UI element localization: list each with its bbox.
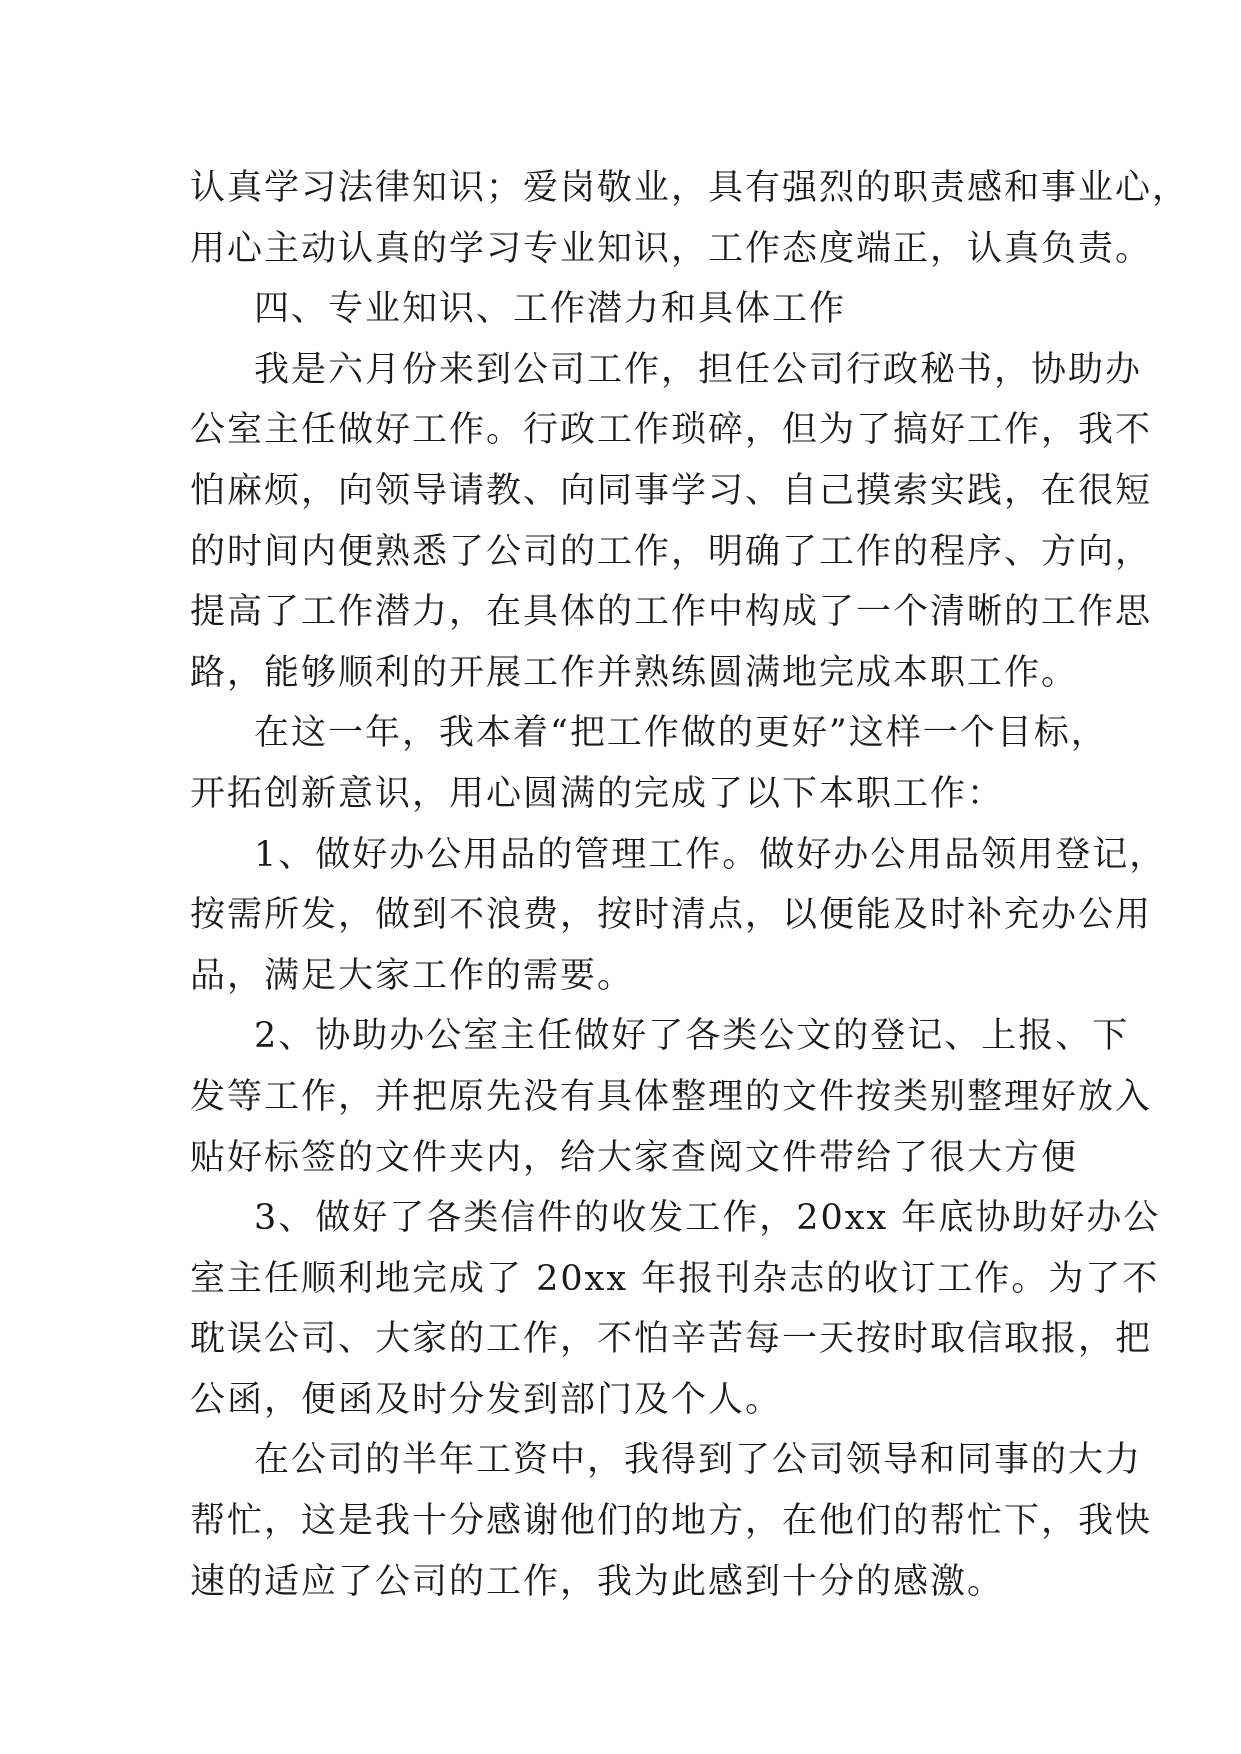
text-line: 在公司的半年工资中，我得到了公司领导和同事的大力	[254, 1440, 1143, 1481]
text-line: 速的适应了公司的工作，我为此感到十分的感激。	[190, 1561, 1005, 1602]
text-line: 公函，便函及时分发到部门及个人。	[190, 1379, 783, 1420]
text-line: 我是六月份来到公司工作，担任公司行政秘书，协助办	[254, 349, 1143, 390]
text-line: 开拓创新意识，用心圆满的完成了以下本职工作：	[190, 773, 1005, 814]
text-line: 的时间内便熟悉了公司的工作，明确了工作的程序、方向，	[190, 531, 1153, 572]
text-line: 怕麻烦，向领导请教、向同事学习、自己摸索实践，在很短	[190, 470, 1153, 511]
text-line: 按需所发，做到不浪费，按时清点，以便能及时补充办公用	[190, 895, 1153, 936]
body-text	[190, 158, 1190, 1612]
text-line: 在这一年，我本着“把工作做的更好”这样一个目标，	[254, 713, 1108, 754]
section-heading: 四、专业知识、工作潜力和具体工作	[254, 289, 847, 330]
list-item: 2、协助办公室主任做好了各类公文的登记、上报、下	[254, 1016, 1130, 1057]
text-line: 贴好标签的文件夹内，给大家查阅文件带给了很大方便	[190, 1137, 1079, 1178]
text-line: 提高了工作潜力，在具体的工作中构成了一个清晰的工作思	[190, 592, 1153, 633]
text-line: 认真学习法律知识；爱岗敬业，具有强烈的职责感和事业心，	[190, 168, 1190, 208]
text-line: 耽误公司、大家的工作，不怕辛苦每一天按时取信取报，把	[190, 1319, 1153, 1360]
text-line: 公室主任做好工作。行政工作琐碎，但为了搞好工作，我不	[190, 410, 1153, 451]
text-line: 室主任顺利地完成了 20xx 年报刊杂志的收订工作。为了不	[190, 1258, 1160, 1299]
text-line: 品，满足大家工作的需要。	[190, 955, 635, 996]
text-line: 路，能够顺利的开展工作并熟练圆满地完成本职工作。	[190, 652, 1079, 693]
text-line: 发等工作，并把原先没有具体整理的文件按类别整理好放入	[190, 1076, 1153, 1117]
list-item: 1、做好办公用品的管理工作。做好办公用品领用登记，	[254, 834, 1167, 875]
text-line: 帮忙，这是我十分感谢他们的地方，在他们的帮忙下，我快	[190, 1501, 1153, 1542]
list-item: 3、做好了各类信件的收发工作，20xx 年底协助好办公	[254, 1198, 1161, 1239]
text-line: 用心主动认真的学习专业知识，工作态度端正，认真负责。	[190, 228, 1153, 269]
